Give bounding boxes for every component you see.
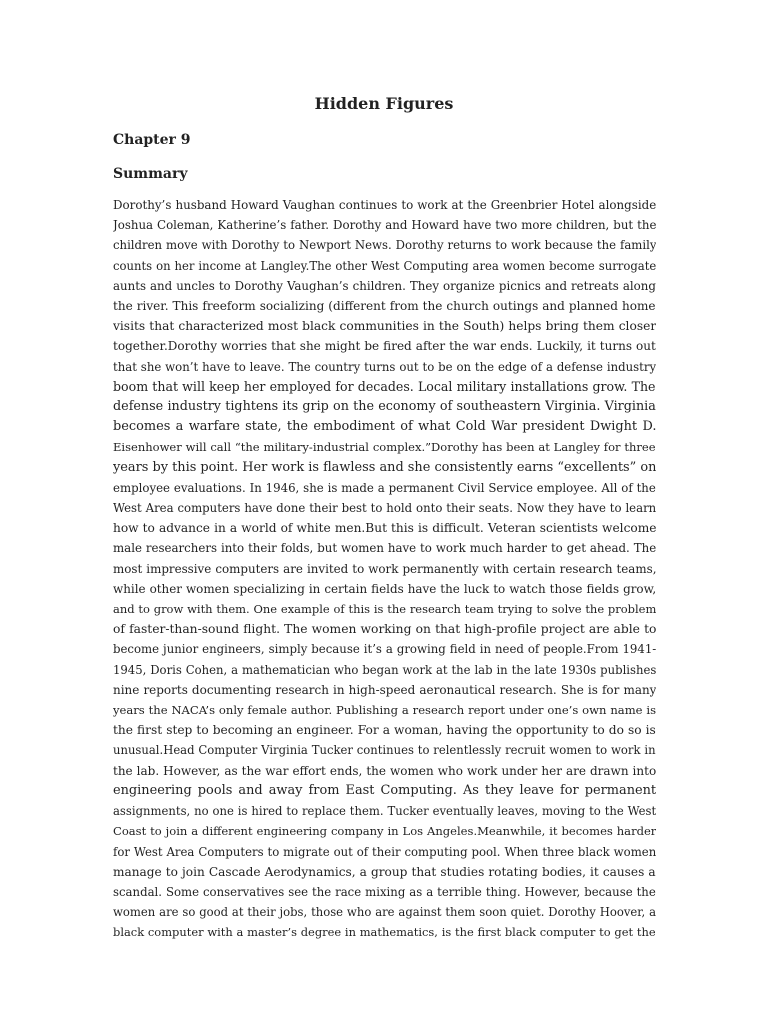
paragraph-line: engineering pools and away from East Computing. As they leave for permanent xyxy=(113,782,656,798)
paragraph-line: while other women specializing in certain fields have the luck to watch those fields grow, xyxy=(113,581,656,596)
paragraph-line: of faster-than-sound flight. The women working on that high-profile project are able to xyxy=(113,622,656,637)
paragraph-line: the river. This freeform socializing (different from the church outings and planned home xyxy=(113,299,656,314)
paragraph-line: 1945, Doris Cohen, a mathematician who began work at the lab in the late 1930s publishes xyxy=(113,662,656,677)
paragraph-line: and to grow with them. One example of this is the research team trying to solve the problem xyxy=(113,602,656,617)
paragraph-line: unusual.Head Computer Virginia Tucker continues to relentlessly recruit women to work in xyxy=(113,743,656,758)
section-heading: Summary xyxy=(113,166,188,182)
paragraph-line: West Area computers have done their best to hold onto their seats. Now they have to learn xyxy=(113,501,656,516)
paragraph-line: how to advance in a world of white men.But this is difficult. Veteran scientists welcome xyxy=(113,521,656,536)
paragraph-line: defense industry tightens its grip on the economy of southeastern Virginia. Virginia xyxy=(113,399,656,415)
paragraph-line: women are so good at their jobs, those who are against them soon quiet. Dorothy Hoover, a xyxy=(113,905,656,920)
paragraph-line: together.Dorothy worries that she might be fired after the war ends. Luckily, it turns out xyxy=(113,339,656,354)
paragraph-line: assignments, no one is hired to replace them. Tucker eventually leaves, moving to the West xyxy=(113,804,656,819)
paragraph-line: become junior engineers, simply because it’s a growing field in need of people.From 1941- xyxy=(113,642,656,657)
paragraph-line: manage to join Cascade Aerodynamics, a group that studies rotating bodies, it causes a xyxy=(113,864,656,879)
paragraph-line: Dorothy’s husband Howard Vaughan continues to work at the Greenbrier Hotel alongside xyxy=(113,198,656,212)
paragraph-line: black computer with a master’s degree in mathematics, is the first black computer to get the xyxy=(113,925,656,940)
paragraph-line: the lab. However, as the war effort ends, the women who work under her are drawn into xyxy=(113,763,656,778)
paragraph-line: for West Area Computers to migrate out of their computing pool. When three black women xyxy=(113,844,656,859)
paragraph-line: Joshua Coleman, Katherine’s father. Dorothy and Howard have two more children, but the xyxy=(113,218,656,233)
paragraph-line: Eisenhower will call “the military-industrial complex.”Dorothy has been at Langley for three xyxy=(113,440,656,455)
chapter-heading: Chapter 9 xyxy=(113,132,191,148)
paragraph-line: Coast to join a different engineering company in Los Angeles.Meanwhile, it becomes harder xyxy=(113,824,656,839)
paragraph-line: nine reports documenting research in high-speed aeronautical research. She is for many xyxy=(113,682,656,697)
paragraph-line: employee evaluations. In 1946, she is made a permanent Civil Service employee. All of the xyxy=(113,480,656,495)
paragraph-line: boom that will keep her employed for decades. Local military installations grow. The xyxy=(113,378,656,394)
summary-paragraph xyxy=(113,195,656,943)
document-title: Hidden Figures xyxy=(314,94,454,113)
paragraph-line: that she won’t have to leave. The country turns out to be on the edge of a defense industry xyxy=(113,359,656,374)
paragraph-line: most impressive computers are invited to work permanently with certain research teams, xyxy=(113,561,656,576)
paragraph-line: visits that characterized most black communities in the South) helps bring them closer xyxy=(113,319,656,334)
paragraph-line: years by this point. Her work is flawless and she consistently earns “excellents” on xyxy=(113,459,656,475)
paragraph-line: aunts and uncles to Dorothy Vaughan’s children. They organize picnics and retreats along xyxy=(113,278,656,293)
paragraph-line: becomes a warfare state, the embodiment of what Cold War president Dwight D. xyxy=(113,419,656,435)
paragraph-line: scandal. Some conservatives see the race mixing as a terrible thing. However, because the xyxy=(113,884,656,899)
paragraph-line: the first step to becoming an engineer. For a woman, having the opportunity to do so is xyxy=(113,723,656,738)
paragraph-line: children move with Dorothy to Newport News. Dorothy returns to work because the family xyxy=(113,238,656,253)
paragraph-line: counts on her income at Langley.The other West Computing area women become surrogate xyxy=(113,258,656,273)
paragraph-line: male researchers into their folds, but women have to work much harder to get ahead. The xyxy=(113,541,656,556)
paragraph-line: years the NACA’s only female author. Publishing a research report under one’s own name is xyxy=(113,703,656,718)
